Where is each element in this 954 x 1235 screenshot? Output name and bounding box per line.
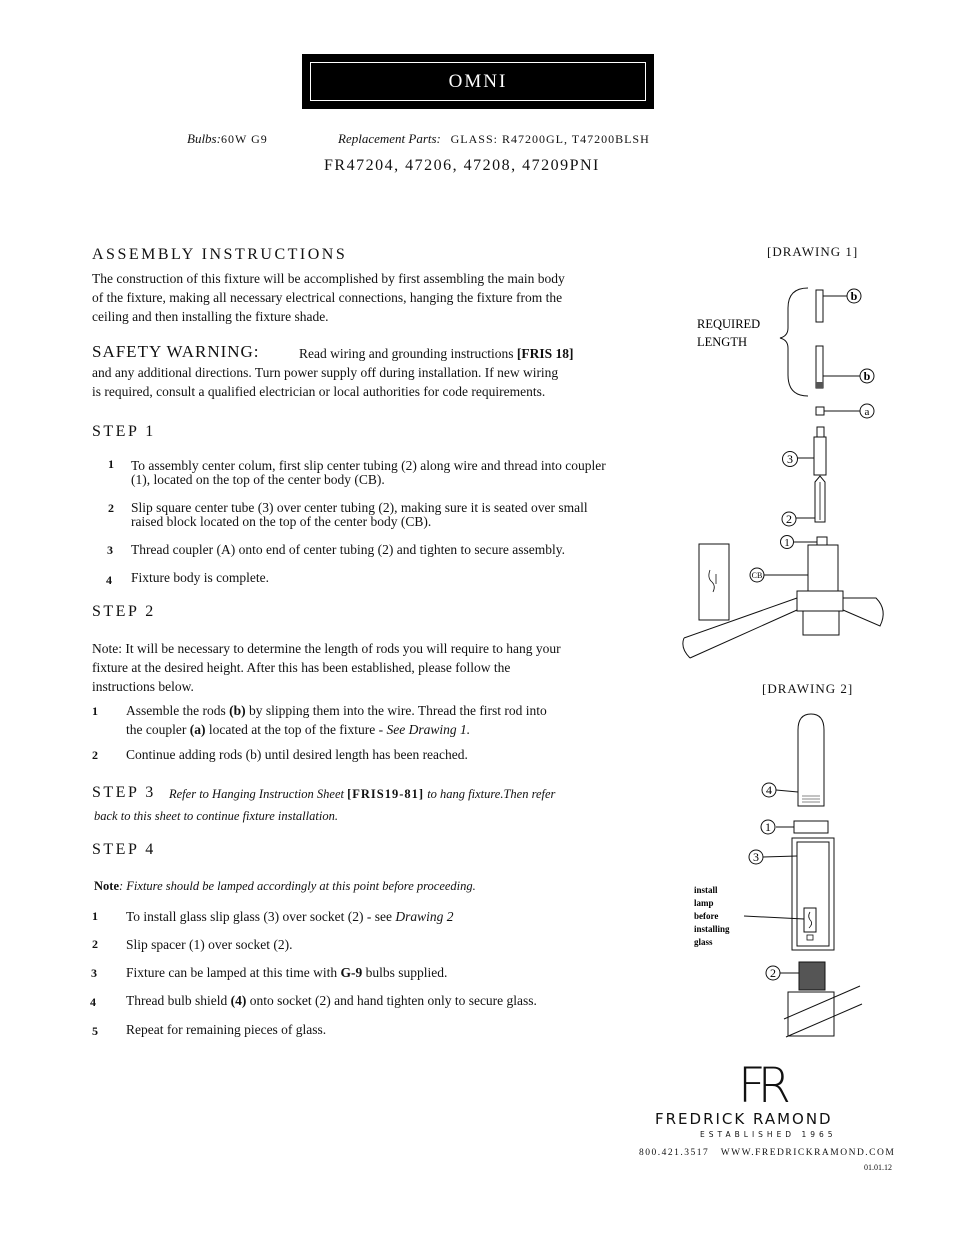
step1-item-2 [131, 501, 588, 529]
callout-1: 1 [784, 537, 790, 549]
step4-note-label: Note [94, 879, 119, 893]
step2-item-1-bold: (b) [229, 703, 246, 718]
coupler-1 [817, 537, 827, 545]
step2-num-1: 1 [92, 704, 98, 718]
safety-heading: SAFETY WARNING: [92, 342, 260, 361]
callout-2: 2 [786, 512, 792, 526]
step1-item-2-line: Slip square center tube (3) over center tubing (2), making sure it is seated over small [131, 500, 588, 515]
step1-num-3: 3 [107, 543, 113, 557]
step2-item-2: Continue adding rods (b) until desired length has been reached. [126, 747, 468, 762]
bulbs-label: Bulbs: [187, 131, 221, 146]
established-text: ESTABLISHED 1965 [700, 1130, 837, 1139]
step2-item-1-text: the coupler [126, 722, 190, 737]
step4-note [94, 879, 476, 894]
brand-name: FREDRICK RAMOND [655, 1110, 833, 1128]
step2-note-line: Note: It will be necessary to determine the length of rods you will require to hang your [92, 641, 561, 656]
safety-text-first [299, 344, 573, 363]
callout-3: 3 [787, 452, 793, 466]
drawing2-diagram [690, 710, 870, 1050]
title-text: OMNI [310, 62, 646, 101]
callout-b2: b [863, 369, 871, 383]
step1-heading: STEP 1 [92, 423, 156, 440]
fr-logo-mark: FR [738, 1058, 783, 1114]
rod-b-top [816, 290, 823, 322]
safety-text-a: Read wiring and grounding instructions [299, 346, 514, 361]
step3-text-c: back to this sheet to continue fixture installation. [94, 809, 338, 823]
contact-line: 800.421.3517 WWW.FREDRICKRAMOND.COM [639, 1148, 896, 1158]
step4-item-4-bold: (4) [230, 993, 247, 1008]
step4-item-4 [126, 991, 537, 1010]
step2-note-line: instructions below. [92, 679, 194, 694]
hub-block [797, 591, 843, 611]
step1-item-2-line: raised block located on the top of the center body (CB). [131, 514, 432, 529]
assembly-line: of the fixture, making all necessary electrical connections, hanging the fixture from the [92, 290, 563, 305]
required-text-2: LENGTH [697, 335, 747, 349]
assembly-line: The construction of this fixture will be accomplished by first assembling the main body [92, 271, 565, 286]
step4-heading: STEP 4 [92, 841, 156, 858]
step3-text-first [169, 787, 555, 802]
step3-text-b: to hang fixture.Then refer [427, 787, 556, 801]
step1-num-1: 1 [108, 457, 114, 471]
replacement-label: Replacement Parts: [338, 131, 441, 146]
hub-bottom [803, 611, 839, 635]
step4-item-2: Slip spacer (1) over socket (2). [126, 937, 293, 952]
callout-d2-3: 3 [753, 850, 759, 864]
step1-num-4: 4 [106, 573, 112, 587]
rod-b-thread [816, 382, 823, 388]
step4-num-1: 1 [92, 909, 98, 923]
spacer-1 [794, 821, 828, 833]
install-line: before [694, 911, 719, 921]
step4-item-3-text: Fixture can be lamped at this time with [126, 965, 341, 980]
step2-item-1 [126, 701, 646, 739]
step4-item-4-text: Thread bulb shield [126, 993, 231, 1008]
step4-num-3: 3 [91, 966, 97, 980]
install-line: lamp [694, 898, 714, 908]
step4-note-text: : Fixture should be lamped accordingly at this point before proceeding. [119, 879, 476, 893]
step1-item-1 [131, 459, 606, 487]
assembly-heading: ASSEMBLY INSTRUCTIONS [92, 246, 348, 263]
install-line: install [694, 885, 718, 895]
step2-item-1-italic: See Drawing 1. [386, 722, 471, 737]
safety-line: and any additional directions. Turn power supply off during installation. If new wiring [92, 365, 559, 380]
lamp-base [807, 935, 813, 940]
step4-item-3 [126, 963, 447, 982]
callout-a: a [864, 406, 870, 418]
safety-line: is required, consult a qualified electrician or local authorities for code requirements. [92, 384, 546, 399]
model-numbers: FR47204, 47206, 47208, 47209PNI [324, 157, 600, 174]
step4-item-3-bold: G-9 [340, 965, 363, 980]
bulbs-line [187, 131, 268, 147]
step3-text-a: Refer to Hanging Instruction Sheet [169, 787, 344, 801]
callout-b1: b [850, 289, 858, 303]
step2-heading: STEP 2 [92, 603, 156, 620]
assembly-text [92, 269, 652, 326]
step1-num-2: 2 [108, 501, 114, 515]
step1-item-1-line: (1), located on the top of the center body (CB). [131, 472, 385, 487]
replacement-line [338, 131, 650, 147]
step4-item-1-text: To install glass slip glass (3) over socket (2) - see [126, 909, 396, 924]
glass-shade [699, 544, 729, 620]
center-body-cb [808, 545, 838, 591]
replacement-value: GLASS: R47200GL, T47200BLSH [450, 132, 650, 146]
safety-text [92, 363, 652, 401]
arm-right [843, 598, 883, 626]
install-line: installing [694, 924, 730, 934]
step4-item-4-text: onto socket (2) and hand tighten only to secure glass. [246, 993, 537, 1008]
safety-ref: [FRIS 18] [516, 346, 574, 361]
install-note [694, 885, 732, 947]
step1-item-1-line: To assembly center colum, first slip center tubing (2) along wire and thread into coupler [131, 458, 606, 473]
callout-4: 4 [766, 783, 772, 797]
arm-left-end [683, 638, 690, 658]
brace-shape [780, 288, 808, 396]
step4-item-1-italic: Drawing 2 [395, 909, 454, 924]
required-text-1: REQUIRED [697, 317, 761, 331]
step4-item-3-text: bulbs supplied. [362, 965, 448, 980]
step2-note [92, 639, 652, 696]
step3-ref: [FRIS19-81] [347, 787, 425, 801]
step2-item-1-text: located at the top of the fixture - [205, 722, 387, 737]
step4-num-4: 4 [90, 995, 96, 1009]
step2-note-line: fixture at the desired height. After this has been established, please follow the [92, 660, 511, 675]
drawing2-label: [DRAWING 2] [762, 681, 854, 696]
drawing1-label: [DRAWING 1] [767, 244, 859, 259]
step4-item-1 [126, 907, 454, 926]
drawing1-diagram [680, 280, 900, 670]
callout-d2-2: 2 [770, 966, 776, 980]
step2-item-1-bold: (a) [189, 722, 206, 737]
step4-num-5: 5 [92, 1024, 98, 1038]
install-line: glass [694, 937, 713, 947]
step3-heading: STEP 3 [92, 784, 156, 801]
step1-item-4: Fixture body is complete. [131, 570, 269, 585]
step2-num-2: 2 [92, 748, 98, 762]
step1-item-3: Thread coupler (A) onto end of center tubing (2) and tighten to secure assembly. [131, 542, 565, 557]
coupler-a [816, 407, 824, 415]
rod-b-bottom [816, 346, 823, 388]
date-code: 01.01.12 [864, 1163, 892, 1172]
bulbs-value: 60W G9 [220, 132, 268, 146]
bulb-shield-4 [798, 714, 824, 806]
step4-item-5: Repeat for remaining pieces of glass. [126, 1022, 327, 1037]
assembly-line: ceiling and then installing the fixture shade. [92, 309, 329, 324]
callout-cb: CB [751, 571, 763, 580]
leader-4 [776, 790, 798, 792]
step2-item-1-text: Assemble the rods [126, 703, 230, 718]
callout-d2-1: 1 [765, 820, 771, 834]
title-banner [302, 54, 654, 109]
square-tube-3 [814, 437, 826, 475]
step2-item-1-text: by slipping them into the wire. Thread the first rod into [245, 703, 547, 718]
socket-2 [799, 962, 825, 990]
tube-top-cap [817, 427, 824, 437]
step4-num-2: 2 [92, 937, 98, 951]
